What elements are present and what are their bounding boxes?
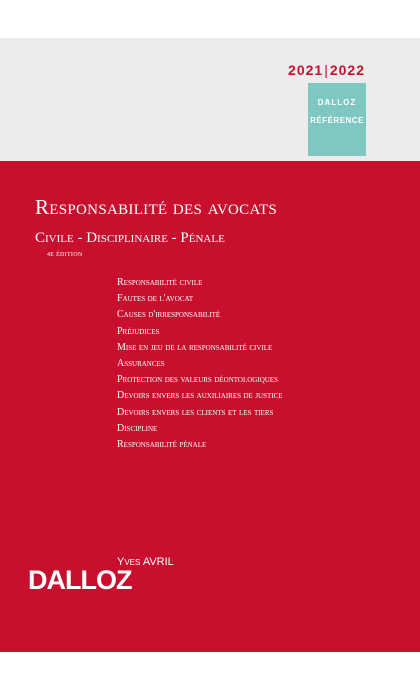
contents-item: Préjudices [117,325,160,337]
contents-list [117,275,283,453]
contents-item: Responsabilité civile [117,277,203,288]
badge-line-1: DALLOZ [317,98,357,107]
edition-years [288,62,365,78]
year-separator: | [324,62,329,78]
contents-item: Discipline [117,422,158,434]
contents-item: Assurances [117,358,165,370]
contents-item: Responsabilité pénale [117,439,207,451]
author-first-name: Yves [117,556,141,568]
contents-item: Fautes de l'avocat [117,293,194,305]
year-end: 2022 [329,62,365,78]
author-last-name: AVRIL [142,556,174,568]
contents-item: Mise en jeu de la responsabilité civile [117,341,273,353]
publisher-logo: DALLOZ [28,565,132,595]
contents-item: Protection des valeurs déontologiques [117,374,278,386]
book-subtitle: Civile - Disciplinaire - Pénale [35,230,225,246]
collection-badge [308,83,366,156]
contents-item: Causes d'irresponsabilité [117,309,221,321]
book-title: Responsabilité des avocats [35,195,278,219]
edition-label: 4E ÉDITION [47,252,83,258]
year-start: 2021 [288,62,324,78]
badge-line-2: RÉFÉRENCE [310,116,364,125]
contents-item: Devoirs envers les auxiliaires de justice [117,390,283,402]
contents-item: Devoirs envers les clients et les tiers [117,406,274,418]
